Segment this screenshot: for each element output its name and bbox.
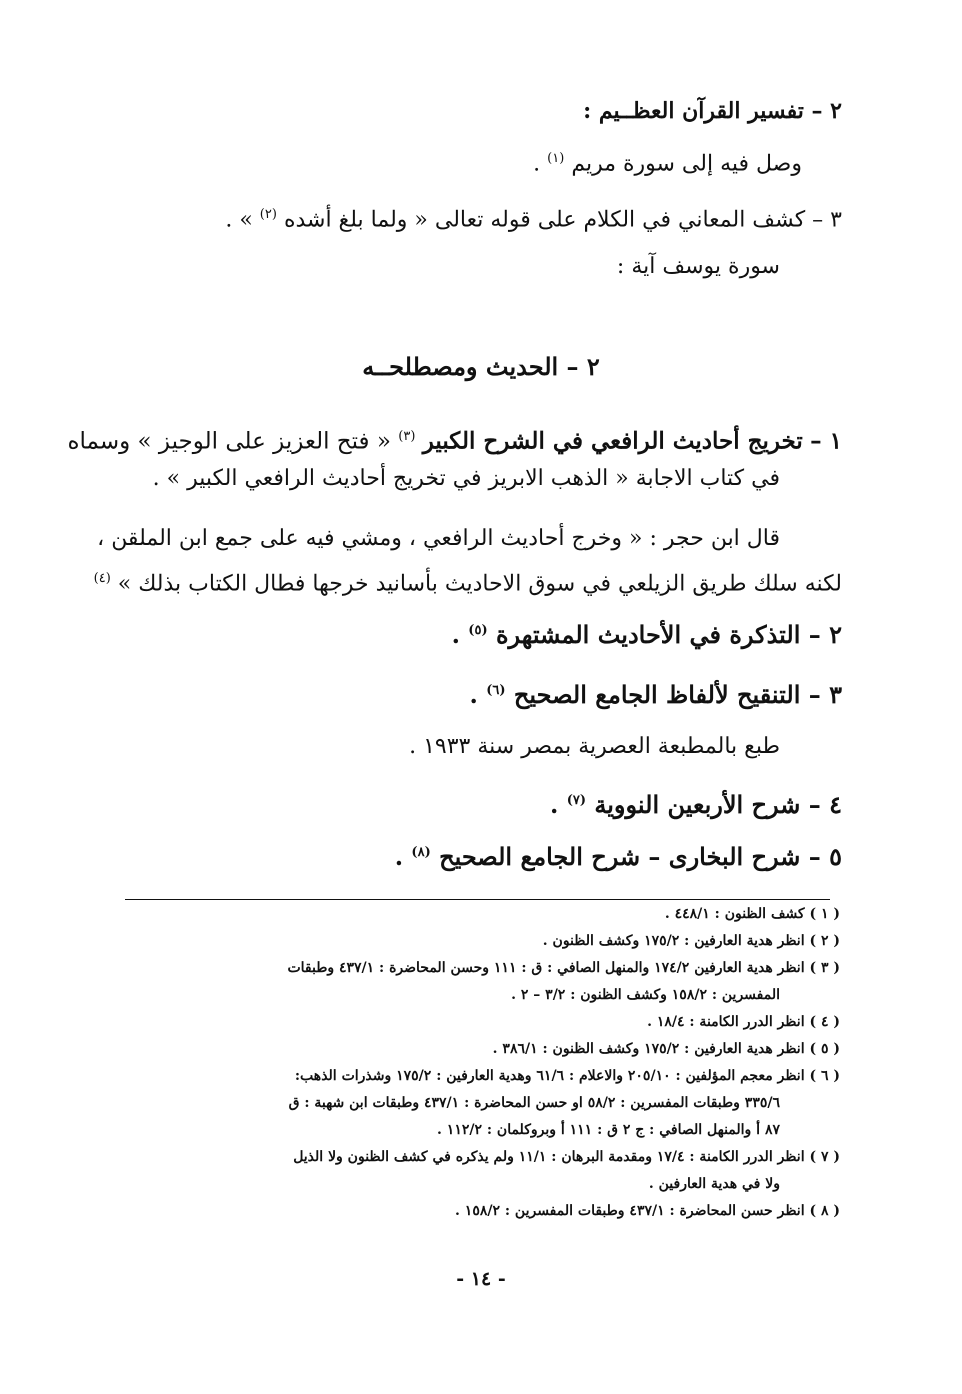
page-number: - ١٤ -: [456, 1268, 506, 1290]
item-tafsir-note: [533, 144, 802, 179]
item-text: كشف المعاني في الكلام على قوله تعالى « ولما بلغ أشده: [283, 207, 806, 233]
item-end: .: [394, 842, 412, 871]
item-end: .: [549, 790, 567, 819]
footnote-2: ( ٢ ) انظر هدية العارفين : ١٧٥/٢ وكشف الظنون .: [542, 933, 840, 949]
item-number: ٣ –: [812, 207, 842, 233]
footnote-ref: (٨): [411, 845, 431, 860]
item-title: التذكرة في الأحاديث المشتهرة: [495, 620, 801, 649]
footnote-6: ( ٦ ) انظر معجم المؤلفين : ٢٠٥/١٠ والاعلام : ٦١/٦ وهدية العارفين : ١٧٥/٢ وشذرات الذهب:: [294, 1068, 840, 1084]
item-number: ٣ –: [808, 680, 842, 709]
footnote-4: ( ٤ ) انظر الدرر الكامنة : ١٨/٤ .: [647, 1014, 840, 1030]
item-end: » .: [225, 207, 260, 233]
footnote-6-cont-1: ٣٣٥/٦ وطبقات المفسرين : ٥٨/٢ او حسن المحاضرة : ٤٣٧/١ وطبقات ابن شهبة : ق: [288, 1095, 780, 1111]
footnote-6-cont-2: ٨٧ أ والمنهل الصافي : ج ٢ ق : ١١١ أ وبروكلمان : ١١٢/٢ .: [437, 1122, 780, 1138]
quote-text: لكنه سلك طريق الزيلعي في سوق الاحاديث بأسانيد خرجها فطال الكتاب بذلك »: [117, 571, 842, 597]
item-text: في كتاب الاجابة « الذهب الابريز في تخريج أحاديث الرافعي الكبير » .: [152, 466, 780, 491]
item-tadhkira: [452, 616, 842, 650]
item-number: ٥ –: [808, 842, 842, 871]
footnote-ref: (٦): [486, 683, 506, 698]
footnote-5: ( ٥ ) انظر هدية العارفين : ١٧٥/٢ وكشف الظنون : ٣٨٦/١ .: [492, 1041, 840, 1057]
item-tanqih: [470, 676, 842, 710]
item-takhrij: [68, 422, 843, 457]
item-number: ٢ –: [808, 620, 842, 649]
quote-line-2: [94, 564, 842, 599]
footnote-3-cont: المفسرين : ١٥٨/٢ وكشف الظنون : ٣/٢ – ٢ .: [511, 987, 780, 1003]
item-tafsir: [583, 96, 842, 126]
item-title: تخريج أحاديث الرافعي في الشرح الكبير: [422, 427, 803, 455]
note-end: .: [533, 151, 548, 177]
footnote-ref: (٥): [468, 623, 488, 638]
note-text: وصل فيه إلى سورة مريم: [571, 151, 802, 177]
footnote-1: ( ١ ) كشف الظنون : ٤٤٨/١ .: [664, 906, 840, 922]
item-end: .: [451, 620, 469, 649]
footnote-divider: [125, 899, 830, 900]
item-title: شرح الأربعين النووية: [594, 790, 801, 819]
footnote-ref: (١): [547, 151, 565, 166]
section-heading: ٢ – الحديث ومصطلحــه: [362, 352, 600, 381]
footnote-ref: (٣): [398, 429, 416, 444]
item-bukhari: [395, 838, 842, 872]
sub-text: سورة يوسف آية :: [616, 254, 780, 279]
item-text: « فتح العزيز على الوجيز » وسماه: [67, 428, 399, 455]
footnote-8: ( ٨ ) انظر حسن المحاضرة : ٤٣٧/١ وطبقات المفسرين : ١٥٨/٢ .: [455, 1203, 840, 1219]
item-takhrij-line2: [153, 464, 780, 494]
item-kashf: [225, 200, 842, 235]
item-title: تفسير القرآن العظــيم: [598, 98, 804, 124]
note-text: طبع بالمطبعة العصرية بمصر سنة ١٩٣٣ .: [409, 734, 780, 759]
footnote-ref: (٤): [93, 571, 111, 586]
footnote-ref: (٧): [566, 793, 586, 808]
quote-line-1: [97, 524, 780, 554]
footnote-ref: (٢): [259, 207, 277, 222]
item-title: شرح البخارى – شرح الجامع الصحيح: [439, 842, 801, 871]
item-number: ٢ –: [811, 98, 842, 124]
item-kashf-sub: [617, 252, 780, 282]
footnote-7: ( ٧ ) انظر الدرر الكامنة : ١٧/٤ ومقدمة البرهان : ١١/١ ولم يذكره في كشف الظنون ولا الذيل: [293, 1149, 840, 1165]
item-number: ١ –: [810, 427, 842, 455]
item-title: التنقيح لألفاظ الجامع الصحيح: [513, 680, 801, 709]
item-arbain: [550, 786, 842, 820]
item-tanqih-note: [409, 732, 780, 762]
item-colon: :: [583, 98, 599, 124]
quote-text: قال ابن حجر : « وخرج أحاديث الرافعي ، ومشي فيه على جمع ابن الملقن ،: [97, 526, 780, 551]
item-number: ٤ –: [808, 790, 842, 819]
item-end: .: [469, 680, 487, 709]
footnote-7-cont: ولا في هدية العارفين .: [648, 1176, 780, 1192]
footnote-3: ( ٣ ) انظر هدية العارفين ١٧٤/٢ والمنهل الصافي : ق : ١١١ وحسن المحاضرة : ٤٣٧/١ وطبقات: [287, 960, 840, 976]
